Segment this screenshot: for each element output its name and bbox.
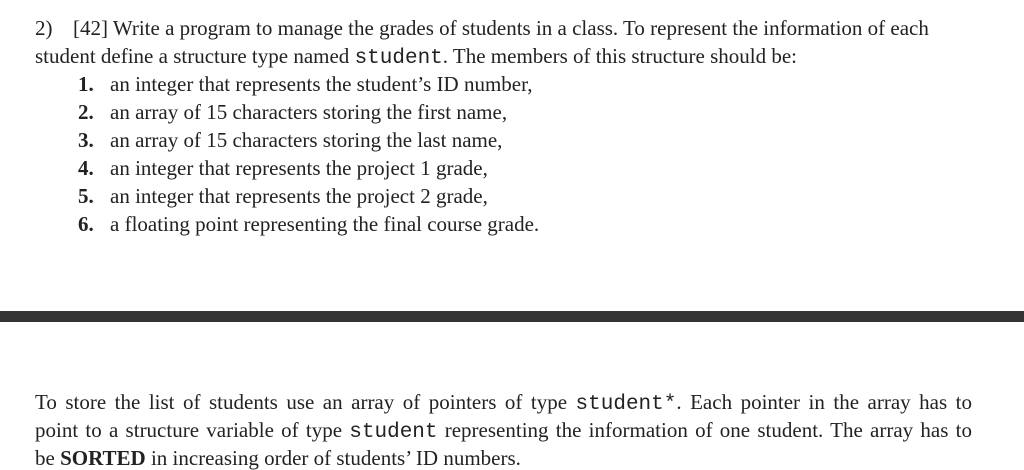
- list-item: [78, 70, 539, 98]
- list-item-text: an array of 15 characters storing the first name,: [110, 100, 508, 124]
- question-line-1: [35, 14, 985, 42]
- storage-line-2-tail: representing the information of one student. The array has to: [437, 418, 972, 442]
- list-item-text: an array of 15 characters storing the last name,: [110, 128, 503, 152]
- list-item: [78, 98, 539, 126]
- list-item-text: an integer that represents the student’s ID number,: [110, 72, 533, 96]
- storage-line-2: [35, 416, 972, 444]
- section-divider: [0, 311, 1024, 322]
- struct-name-code: student: [354, 47, 443, 70]
- struct-type-code: student: [349, 421, 438, 444]
- struct-members-list: [78, 70, 539, 238]
- storage-line-1: [35, 388, 972, 416]
- list-item-text: an integer that represents the project 2 grade,: [110, 184, 488, 208]
- list-item: [78, 182, 539, 210]
- question-line-2-tail: . The members of this structure should be:: [442, 44, 797, 68]
- list-item: [78, 154, 539, 182]
- pointer-type-code: student*: [575, 393, 677, 416]
- list-item-text: an integer that represents the project 1 grade,: [110, 156, 488, 180]
- list-item-number: 6.: [78, 212, 94, 236]
- storage-line-2-text: point to a structure variable of type: [35, 418, 350, 442]
- storage-line-1-tail: . Each pointer in the array has to: [676, 390, 972, 414]
- list-item-number: 2.: [78, 100, 94, 124]
- sorted-emphasis: SORTED: [60, 446, 146, 470]
- list-item-number: 5.: [78, 184, 94, 208]
- storage-line-3: [35, 444, 972, 470]
- question-line-2: [35, 42, 985, 70]
- list-item: [78, 210, 539, 238]
- storage-paragraph: [35, 388, 972, 470]
- question-intro-text: [42] Write a program to manage the grades of students in a class. To represent the information of each: [73, 16, 929, 40]
- question-section: [35, 14, 985, 70]
- question-line-2-text: student define a structure type named: [35, 44, 355, 68]
- list-item-number: 1.: [78, 72, 94, 96]
- question-number: 2): [35, 16, 53, 40]
- list-item-text: a floating point representing the final course grade.: [110, 212, 540, 236]
- storage-line-3-text: be: [35, 446, 61, 470]
- storage-line-1-text: To store the list of students use an array of pointers of type: [35, 390, 576, 414]
- list-item: [78, 126, 539, 154]
- storage-line-3-tail: in increasing order of students’ ID numbers.: [145, 446, 521, 470]
- list-item-number: 4.: [78, 156, 94, 180]
- list-item-number: 3.: [78, 128, 94, 152]
